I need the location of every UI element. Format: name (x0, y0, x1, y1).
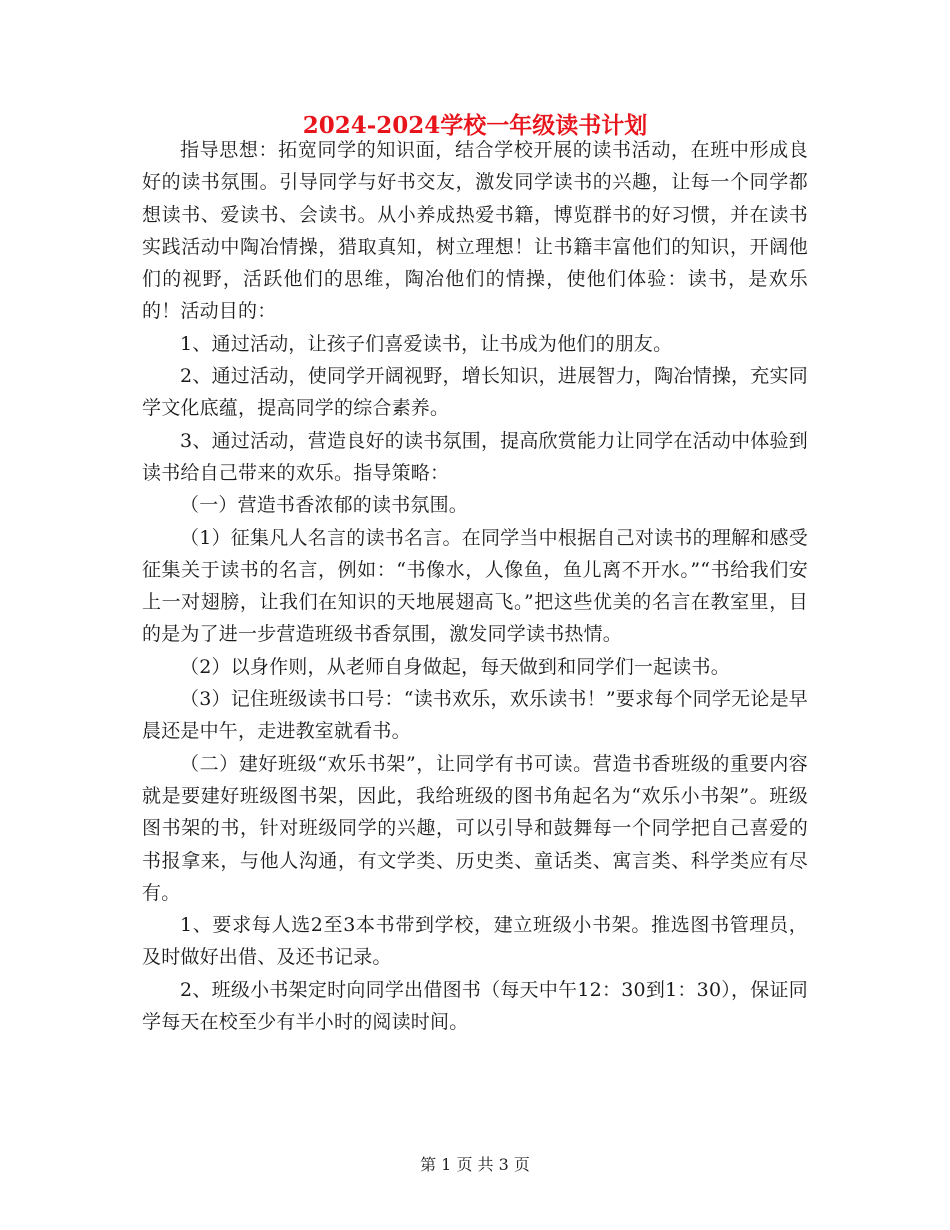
page-footer: 第 1 页 共 3 页 (420, 1155, 530, 1174)
paragraph-section-1-item-2: （2）以身作则，从老师自身做起，每天做到和同学们一起读书。 (180, 655, 730, 678)
document-title: 2024-2024学校一年级读书计划 (302, 112, 648, 139)
document-body (142, 134, 808, 1038)
paragraph-goal-2: 2、通过活动，使同学开阔视野，增长知识，进展智力，陶冶情操，充实同学文化底蕴，提高同学的综合素养。 (142, 365, 808, 420)
paragraph-section-2: （二）建好班级“欢乐书架”，让同学有书可读。营造书香班级的重要内容就是要建好班级图书架，因此，我给班级的图书角起名为“欢乐小书架”。班级图书架的书，针对班级同学的兴趣，可以引导和鼓舞每一个同学把自己喜爱的书报拿来，与他人沟通，有文学类、历史类、童话类、寓言类、科学类应有尽有。 (142, 752, 808, 904)
paragraph-goal-3: 3、通过活动，营造良好的读书氛围，提高欣赏能力让同学在活动中体验到读书给自己带来的欢乐。指导策略： (142, 429, 808, 484)
paragraph-section-1-item-3: （3）记住班级读书口号：“读书欢乐，欢乐读书！”要求每个同学无论是早晨还是中午，走进教室就看书。 (142, 688, 808, 743)
paragraph-section-2-item-1: 1、要求每人选2至3本书带到学校，建立班级小书架。推选图书管理员，及时做好出借、及还书记录。 (142, 914, 808, 969)
paragraph-guiding-thought: 指导思想：拓宽同学的知识面，结合学校开展的读书活动，在班中形成良好的读书氛围。引导同学与好书交友，激发同学读书的兴趣，让每一个同学都想读书、爱读书、会读书。从小养成热爱书籍，博览群书的好习惯，并在读书实践活动中陶冶情操，猎取真知，树立理想！让书籍丰富他们的知识，开阔他们的视野，活跃他们的思维，陶冶他们的情操，使他们体验：读书，是欢乐的！活动目的： (142, 139, 808, 323)
paragraph-section-1-item-1: （1）征集凡人名言的读书名言。在同学当中根据自己对读书的理解和感受征集关于读书的名言，例如：“书像水，人像鱼，鱼儿离不开水。”“书给我们安上一对翅膀，让我们在知识的天地展翅高飞。”把这些优美的名言在教室里，目的是为了进一步营造班级书香氛围，激发同学读书热情。 (142, 526, 808, 646)
paragraph-goal-1: 1、通过活动，让孩子们喜爱读书，让书成为他们的朋友。 (180, 332, 673, 355)
paragraph-section-1-heading: （一）营造书香浓郁的读书氛围。 (180, 494, 469, 517)
paragraph-section-2-item-2: 2、班级小书架定时向同学出借图书（每天中午12：30到1：30），保证同学每天在校至少有半小时的阅读时间。 (142, 978, 808, 1034)
